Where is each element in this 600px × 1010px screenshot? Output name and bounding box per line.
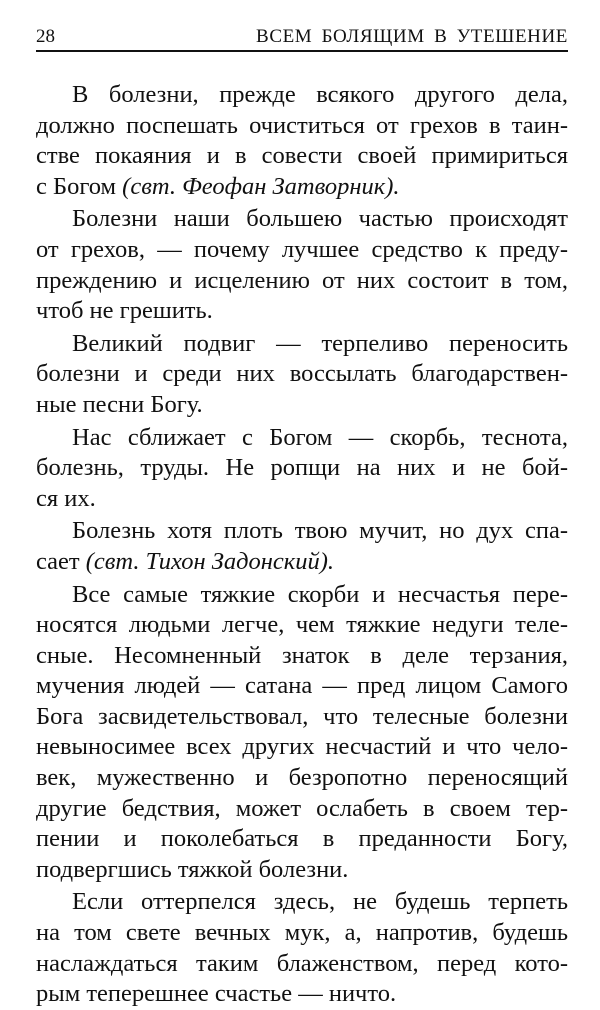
text-line: мучения людей — сатана — пред лицом Самого xyxy=(36,672,568,700)
paragraph xyxy=(36,887,568,1009)
page-header xyxy=(36,24,568,52)
text-line xyxy=(36,172,568,203)
text-line: рым теперешнее счастье — ничто. xyxy=(36,980,397,1008)
running-title: ВСЕМ БОЛЯЩИМ В УТЕШЕНИЕ xyxy=(256,26,568,47)
text-line: другие бедствия, может ослабеть в своем тер- xyxy=(36,794,568,822)
text-line: ся их. xyxy=(36,484,96,512)
text-line: от грехов, — почему лучшее средство к преду- xyxy=(36,235,568,263)
paragraph xyxy=(36,423,568,515)
text-line: Если оттерпелся здесь, не будешь терпеть xyxy=(72,888,568,916)
text-line: невыносимее всех других несчастий и что чело- xyxy=(36,733,568,761)
paragraph xyxy=(36,516,568,577)
text-line xyxy=(36,547,568,578)
attribution: (свт. Феофан Затворник). xyxy=(122,172,400,200)
paragraph xyxy=(36,204,568,326)
text-line: подвергшись тяжкой болезни. xyxy=(36,855,349,883)
text-line: пении и поколебаться в преданности Богу, xyxy=(36,825,568,853)
text-line: Нас сближает с Богом — скорбь, теснота, xyxy=(72,423,568,451)
text-line: болезнь, труды. Не ропщи на них и не бой- xyxy=(36,454,568,482)
text-line: ные песни Богу. xyxy=(36,390,203,418)
text-fragment: сает xyxy=(36,547,86,575)
text-line: Болезнь хотя плоть твою мучит, но дух спа- xyxy=(72,517,568,545)
text-line: Бога засвидетельствовал, что телесные болезни xyxy=(36,702,568,730)
attribution: (свт. Тихон Задонский). xyxy=(85,547,335,575)
text-line: Великий подвиг — терпеливо переносить xyxy=(72,329,568,357)
text-fragment: с Богом xyxy=(36,172,123,200)
text-line: должно поспешать очиститься от грехов в таин- xyxy=(36,111,568,139)
text-line: век, мужественно и безропотно переносящий xyxy=(36,764,568,792)
page-number: 28 xyxy=(36,26,55,47)
text-line: Все самые тяжкие скорби и несчастья пере- xyxy=(72,580,568,608)
text-line: носятся людьми легче, чем тяжкие недуги теле- xyxy=(36,611,568,639)
page-body xyxy=(36,80,568,1010)
text-line: сные. Несомненный знаток в деле терзания, xyxy=(36,641,568,669)
text-line: болезни и среди них воссылать благодарствен- xyxy=(36,360,568,388)
text-line: наслаждаться таким блаженством, перед кото- xyxy=(36,949,568,977)
text-line: Болезни наши большею частью происходят xyxy=(72,205,568,233)
paragraph xyxy=(36,329,568,421)
paragraph xyxy=(36,580,568,886)
paragraph xyxy=(36,80,568,202)
text-line: стве покаяния и в совести своей примириться xyxy=(36,142,568,170)
text-line: В болезни, прежде всякого другого дела, xyxy=(72,81,568,108)
text-line: преждению и исцелению от них состоит в том, xyxy=(36,266,568,294)
text-line: чтоб не грешить. xyxy=(36,297,213,325)
text-line: на том свете вечных мук, а, напротив, будешь xyxy=(36,919,568,947)
